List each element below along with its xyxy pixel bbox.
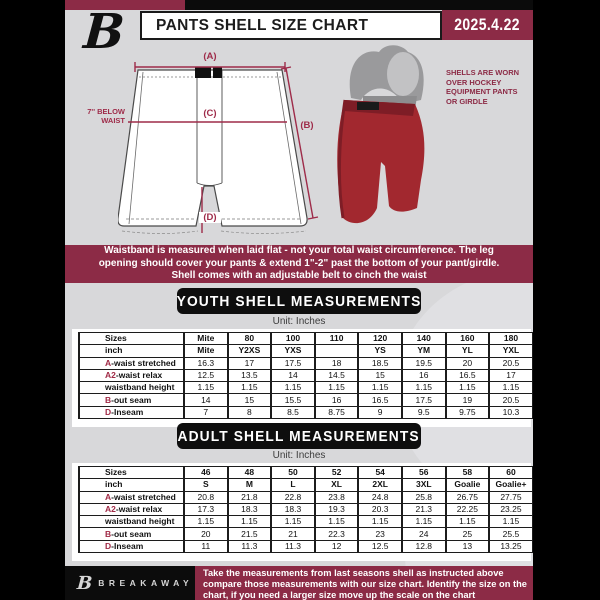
value-cell: 1.15 — [315, 516, 359, 528]
table-row — [79, 345, 533, 357]
value-cell: 22.8 — [271, 491, 315, 503]
value-cell: 12.5 — [358, 540, 402, 552]
value-cell: 120 — [358, 333, 402, 345]
value-cell: 20.3 — [358, 503, 402, 515]
value-cell: 110 — [315, 333, 359, 345]
value-cell: 22.3 — [315, 528, 359, 540]
value-cell: 15 — [228, 394, 272, 406]
value-cell: 8.75 — [315, 406, 359, 418]
value-cell: 1.15 — [228, 382, 272, 394]
measure-label-a: (A) — [203, 51, 217, 62]
value-cell: 16.5 — [358, 394, 402, 406]
value-cell: 7 — [184, 406, 228, 418]
table-row — [79, 467, 533, 479]
value-cell: XL — [315, 479, 359, 491]
row-label: A2-waist relax — [79, 369, 184, 381]
value-cell: 15.5 — [271, 394, 315, 406]
value-cell: 56 — [402, 467, 446, 479]
value-cell: Mite — [184, 333, 228, 345]
value-cell: 20.5 — [489, 357, 533, 369]
value-cell: 24 — [402, 528, 446, 540]
footer-instructions: Take the measurements from last seasons shell as instructed above compare those measurements with our size chart. Identify the size on the chart, if you need a larger size move up the scale on the chart — [195, 566, 533, 600]
shell-note: SHELLS ARE WORN OVER HOCKEY EQUIPMENT PANTS OR GIRDLE — [446, 68, 520, 106]
pants-diagram — [118, 50, 333, 242]
row-label: D-Inseam — [79, 540, 184, 552]
row-label: B-out seam — [79, 394, 184, 406]
row-label: B-out seam — [79, 528, 184, 540]
value-cell: 17.5 — [402, 394, 446, 406]
value-cell: 3XL — [402, 479, 446, 491]
value-cell: 11.3 — [228, 540, 272, 552]
measure-label-c: (C) — [203, 108, 217, 119]
value-cell: 14 — [271, 369, 315, 381]
value-cell: 1.15 — [446, 516, 490, 528]
date-badge — [442, 10, 533, 40]
value-cell: 13.5 — [228, 369, 272, 381]
value-cell: 80 — [228, 333, 272, 345]
value-cell: Mite — [184, 345, 228, 357]
value-cell: YM — [402, 345, 446, 357]
value-cell: 12.5 — [184, 369, 228, 381]
row-label: D-Inseam — [79, 406, 184, 418]
value-cell: 160 — [446, 333, 490, 345]
value-cell: 16.3 — [184, 357, 228, 369]
value-cell: 15 — [358, 369, 402, 381]
shell-photo — [333, 40, 451, 238]
value-cell: 180 — [489, 333, 533, 345]
table-row — [79, 394, 533, 406]
breakaway-logo-icon: B — [81, 4, 127, 60]
value-cell: 1.15 — [184, 382, 228, 394]
value-cell: 16.5 — [446, 369, 490, 381]
value-cell: 11.3 — [271, 540, 315, 552]
adult-measurements-table — [78, 466, 533, 553]
measurement-callout: Waistband is measured when laid flat - not your total waist circumference. The leg opening should cover your pants & extend 1"-2" past the bottom of your pant/girdle. Shell comes with an adjustable belt to cinch the waist — [65, 245, 533, 283]
value-cell: 17 — [489, 369, 533, 381]
value-cell: 19.5 — [402, 357, 446, 369]
value-cell: 1.15 — [358, 382, 402, 394]
value-cell: 140 — [402, 333, 446, 345]
value-cell: 23.25 — [489, 503, 533, 515]
value-cell: 21.5 — [228, 528, 272, 540]
row-label: A2-waist relax — [79, 503, 184, 515]
value-cell: 1.15 — [402, 382, 446, 394]
value-cell: 11 — [184, 540, 228, 552]
value-cell: 19.3 — [315, 503, 359, 515]
title-box — [140, 11, 442, 40]
value-cell: 1.15 — [489, 382, 533, 394]
row-label: inch — [79, 345, 184, 357]
value-cell: 25 — [446, 528, 490, 540]
youth-measurements-table — [78, 332, 533, 419]
value-cell: YS — [358, 345, 402, 357]
date-text: 2025.4.22 — [454, 15, 521, 34]
table-row — [79, 540, 533, 552]
value-cell: 20.5 — [489, 394, 533, 406]
value-cell: 1.15 — [446, 382, 490, 394]
chart-document — [65, 0, 533, 600]
value-cell: 12 — [315, 540, 359, 552]
value-cell: 9.75 — [446, 406, 490, 418]
value-cell: 54 — [358, 467, 402, 479]
value-cell: 60 — [489, 467, 533, 479]
value-cell: 16 — [315, 394, 359, 406]
value-cell: 14 — [184, 394, 228, 406]
value-cell: 20 — [446, 357, 490, 369]
value-cell: 21.8 — [228, 491, 272, 503]
value-cell: 21 — [271, 528, 315, 540]
value-cell: 100 — [271, 333, 315, 345]
table-row — [79, 503, 533, 515]
value-cell: 9.5 — [402, 406, 446, 418]
value-cell: 23 — [358, 528, 402, 540]
table-row — [79, 382, 533, 394]
value-cell: Goalie — [446, 479, 490, 491]
adult-unit-label: Unit: Inches — [272, 450, 326, 461]
value-cell: 1.15 — [315, 382, 359, 394]
footer-brand-text: BREAKAWAY — [98, 578, 194, 588]
table-row — [79, 369, 533, 381]
adult-section-banner — [177, 423, 421, 449]
value-cell: 12.8 — [402, 540, 446, 552]
value-cell: 1.15 — [402, 516, 446, 528]
value-cell: 25.5 — [489, 528, 533, 540]
youth-section-banner — [177, 288, 421, 314]
row-label: waistband height — [79, 516, 184, 528]
value-cell: 20.8 — [184, 491, 228, 503]
value-cell: 48 — [228, 467, 272, 479]
value-cell: 52 — [315, 467, 359, 479]
value-cell: 1.15 — [271, 382, 315, 394]
value-cell: 16 — [402, 369, 446, 381]
row-label: A-waist stretched — [79, 491, 184, 503]
value-cell: 1.15 — [184, 516, 228, 528]
waist-note: 7'' BELOW WAIST — [87, 107, 125, 125]
value-cell: 1.15 — [358, 516, 402, 528]
value-cell: 21.3 — [402, 503, 446, 515]
measure-label-b: (B) — [300, 120, 314, 131]
value-cell: 25.8 — [402, 491, 446, 503]
value-cell: YXS — [271, 345, 315, 357]
row-label: waistband height — [79, 382, 184, 394]
value-cell: 18.5 — [358, 357, 402, 369]
value-cell: S — [184, 479, 228, 491]
youth-unit-label: Unit: Inches — [272, 316, 326, 327]
measure-label-d: (D) — [199, 212, 221, 223]
value-cell: 27.75 — [489, 491, 533, 503]
row-label: Sizes — [79, 333, 184, 345]
table-row — [79, 357, 533, 369]
page-title: PANTS SHELL SIZE CHART — [156, 16, 369, 34]
value-cell: 18 — [315, 357, 359, 369]
value-cell: M — [228, 479, 272, 491]
value-cell: 19 — [446, 394, 490, 406]
value-cell: 9 — [358, 406, 402, 418]
value-cell: Y2XS — [228, 345, 272, 357]
value-cell: 13 — [446, 540, 490, 552]
table-row — [79, 528, 533, 540]
value-cell: L — [271, 479, 315, 491]
value-cell: 8 — [228, 406, 272, 418]
footer-logo — [77, 572, 193, 594]
value-cell: 18.3 — [271, 503, 315, 515]
row-label: inch — [79, 479, 184, 491]
table-row — [79, 491, 533, 503]
value-cell: 13.25 — [489, 540, 533, 552]
value-cell: 8.5 — [271, 406, 315, 418]
value-cell: 46 — [184, 467, 228, 479]
value-cell: 17.5 — [271, 357, 315, 369]
value-cell: 2XL — [358, 479, 402, 491]
row-label: Sizes — [79, 467, 184, 479]
value-cell: 14.5 — [315, 369, 359, 381]
value-cell: Goalie+ — [489, 479, 533, 491]
value-cell: 10.3 — [489, 406, 533, 418]
adult-banner-text: ADULT SHELL MEASUREMENTS — [177, 427, 421, 445]
value-cell: 17.3 — [184, 503, 228, 515]
top-black-strip — [185, 0, 533, 10]
value-cell — [315, 345, 359, 357]
table-row — [79, 479, 533, 491]
breakaway-mark-icon: B — [76, 572, 93, 594]
youth-banner-text: YOUTH SHELL MEASUREMENTS — [176, 292, 422, 310]
value-cell: YXL — [489, 345, 533, 357]
value-cell: 18.3 — [228, 503, 272, 515]
table-row — [79, 406, 533, 418]
value-cell: 20 — [184, 528, 228, 540]
table-row — [79, 333, 533, 345]
value-cell: 24.8 — [358, 491, 402, 503]
value-cell: 58 — [446, 467, 490, 479]
value-cell: 1.15 — [489, 516, 533, 528]
value-cell: 1.15 — [228, 516, 272, 528]
value-cell: 22.25 — [446, 503, 490, 515]
value-cell: YL — [446, 345, 490, 357]
value-cell: 1.15 — [271, 516, 315, 528]
value-cell: 17 — [228, 357, 272, 369]
value-cell: 50 — [271, 467, 315, 479]
table-row — [79, 516, 533, 528]
row-label: A-waist stretched — [79, 357, 184, 369]
value-cell: 23.8 — [315, 491, 359, 503]
value-cell: 26.75 — [446, 491, 490, 503]
